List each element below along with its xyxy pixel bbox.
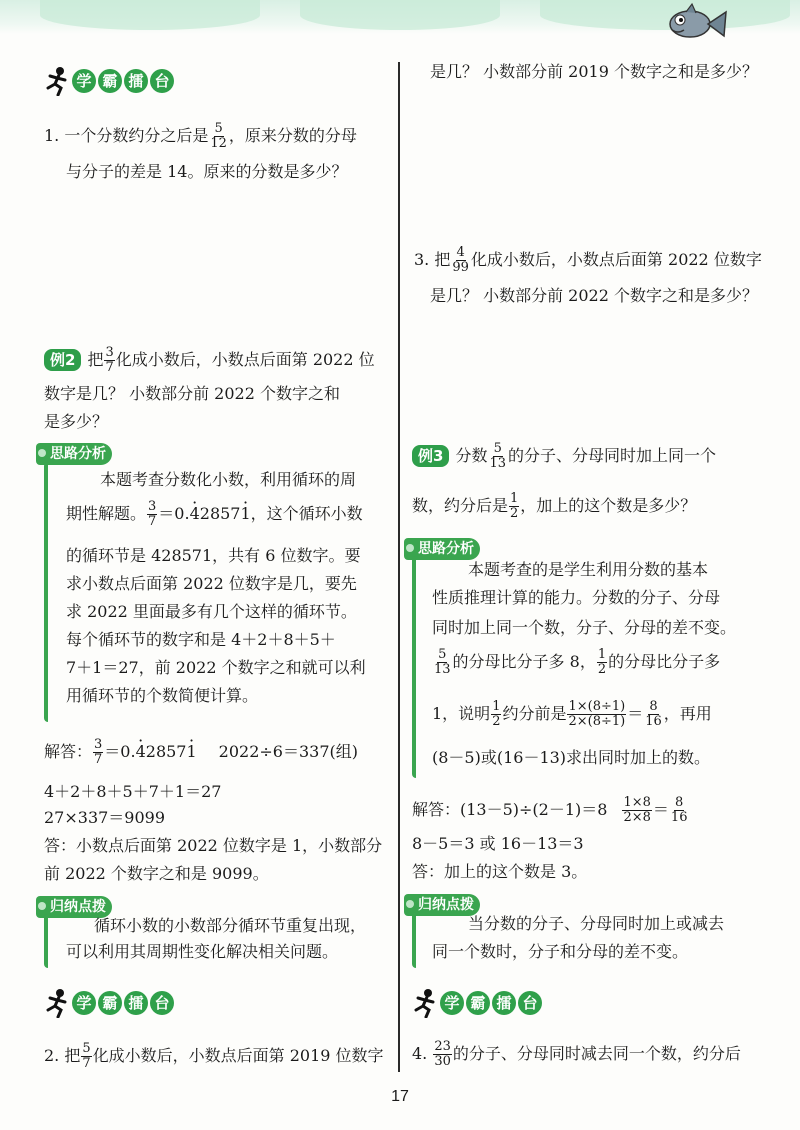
frac-denominator: 16 — [645, 714, 662, 729]
question-1-line2: 与分子的差是 14。原来的分数是多少？ — [66, 162, 348, 181]
analysis-line — [66, 500, 363, 529]
summary-tag-label: 归纳点拨 — [404, 894, 480, 916]
answer-line: 4＋2＋8＋5＋7＋1＝27 — [44, 782, 222, 801]
frac-numerator: 4 — [456, 245, 465, 260]
question-text: 把 — [64, 1046, 81, 1065]
example-2-line3: 是多少？ — [44, 412, 109, 431]
analysis-text: 期性解题。 — [66, 504, 147, 523]
summary-line: 循环小数的小数部分循环节重复出现， — [94, 916, 367, 935]
answer-text: 解答： — [44, 742, 93, 761]
analysis-line: 本题考查分数化小数，利用循环的周 — [100, 470, 357, 489]
frac-denominator: 30 — [434, 1054, 451, 1069]
analysis-text: ，再用 — [663, 704, 712, 723]
example-text: 分数 — [455, 446, 488, 465]
analysis-text: 的分母比分子多 — [608, 652, 721, 671]
question-text: 把 — [434, 250, 451, 269]
analysis-text: ，这个循环小数 — [250, 504, 363, 523]
answer-line — [44, 738, 358, 767]
question-3-line2: 是几？ 小数部分前 2022 个数字之和是多少？ — [430, 286, 758, 305]
banner-char: 台 — [150, 991, 174, 1015]
analysis-line — [432, 648, 720, 677]
column-divider — [398, 62, 400, 1072]
example-badge: 例3 — [412, 445, 449, 467]
question-1-line1 — [44, 122, 357, 151]
analysis-text: ＝ — [627, 704, 644, 723]
frac-denominator: 7 — [94, 752, 103, 767]
question-2-line1 — [44, 1042, 384, 1071]
banner-char: 学 — [72, 991, 96, 1015]
frac-denominator: 13 — [434, 662, 451, 677]
fraction — [491, 700, 501, 729]
decor-wave — [40, 0, 260, 30]
frac-denominator: 2 — [597, 662, 607, 677]
xueba-banner — [44, 66, 174, 96]
example-2-line1 — [44, 346, 375, 375]
fish-illustration — [660, 2, 730, 44]
frac-numerator: 3 — [94, 737, 103, 752]
frac-numerator: 5 — [438, 647, 447, 662]
example-text: 把 — [87, 350, 104, 369]
fraction — [209, 122, 228, 151]
repeating-digit: 1 · — [186, 742, 196, 761]
analysis-tag-label: 思路分析 — [36, 443, 112, 465]
analysis-line: 求小数点后面第 2022 位数字是几，要先 — [66, 574, 357, 593]
example-text: 的分子、分母同时加上同一个 — [508, 446, 717, 465]
frac-numerator: 5 — [493, 441, 502, 456]
page-number: 17 — [391, 1088, 409, 1105]
banner-char: 霸 — [98, 991, 122, 1015]
frac-numerator: 8 — [649, 699, 658, 714]
analysis-tag-label: 思路分析 — [404, 538, 480, 560]
question-number: 2. — [44, 1046, 60, 1065]
analysis-line: 求 2022 里面最多有几个这样的循环节。 — [66, 602, 357, 621]
frac-numerator: 8 — [675, 795, 684, 810]
question-text: ，原来分数的分母 — [228, 126, 357, 145]
repeating-digit: 4 · — [136, 742, 146, 761]
fraction — [93, 738, 103, 767]
frac-denominator: 12 — [210, 136, 227, 151]
frac-denominator: 13 — [489, 456, 506, 471]
banner-char: 擂 — [124, 69, 148, 93]
frac-denominator: 2×8 — [623, 810, 651, 825]
analysis-line: 用循环节的个数简便计算。 — [66, 686, 259, 705]
question-text: 一个分数约分之后是 — [64, 126, 209, 145]
frac-denominator: 16 — [670, 810, 688, 825]
banner-char: 学 — [440, 991, 464, 1015]
analysis-line: 7＋1＝27，前 2022 个数字之和就可以利 — [66, 658, 366, 677]
repeating-digit: 4 · — [190, 504, 200, 523]
fraction — [567, 700, 626, 729]
answer-text: 2857 — [145, 742, 187, 761]
repeating-digit: 1 · — [240, 504, 250, 523]
fraction — [81, 1042, 91, 1071]
frac-numerator: 1 — [492, 699, 501, 714]
question-4-line1 — [412, 1040, 741, 1069]
fraction — [104, 346, 114, 375]
frac-denominator: 2 — [510, 506, 519, 521]
analysis-line — [432, 700, 712, 729]
banner-char: 台 — [518, 991, 542, 1015]
question-number: 1. — [44, 126, 60, 145]
example-text: 数，约分后是 — [412, 496, 509, 515]
answer-line: 前 2022 个数字之和是 9099。 — [44, 864, 269, 883]
question-3-line1 — [414, 246, 762, 275]
summary-line: 同一个数时，分子和分母的差不变。 — [432, 942, 689, 961]
analysis-text: ＝0. — [158, 504, 190, 523]
example-2-line2: 数字是几？ 小数部分前 2022 个数字之和 — [44, 384, 340, 403]
answer-line: 8－5＝3 或 16－13＝3 — [412, 834, 584, 853]
answer-line: 27×337＝9099 — [44, 808, 166, 827]
frac-numerator: 3 — [105, 345, 114, 360]
analysis-text: 的分母比分子多 8， — [452, 652, 596, 671]
fraction — [644, 700, 663, 729]
frac-numerator: 5 — [82, 1041, 91, 1056]
frac-numerator: 1×(8÷1) — [568, 699, 626, 714]
fraction — [622, 796, 651, 825]
frac-numerator: 3 — [148, 499, 157, 514]
fraction — [433, 1040, 452, 1069]
question-number: 3. — [414, 250, 430, 269]
summary-line: 可以利用其周期性变化解决相关问题。 — [66, 942, 339, 961]
question-text: 化成小数后，小数点后面第 2019 位数字 — [92, 1046, 384, 1065]
frac-numerator: 1 — [597, 647, 607, 662]
frac-numerator: 1 — [510, 491, 519, 506]
example-3-line1 — [412, 442, 716, 471]
analysis-line: 同时加上同一个数，分子、分母的差不变。 — [432, 618, 737, 637]
fraction — [488, 442, 507, 471]
answer-text: ＝0. — [104, 742, 136, 761]
frac-denominator: 2 — [492, 714, 501, 729]
answer-line — [412, 796, 689, 825]
banner-char: 霸 — [98, 69, 122, 93]
summary-line: 当分数的分子、分母同时加上或减去 — [468, 914, 725, 933]
banner-char: 台 — [150, 69, 174, 93]
xueba-banner — [412, 988, 542, 1018]
frac-denominator: 2×(8÷1) — [568, 714, 626, 729]
example-text: ，加上的这个数是多少？ — [520, 496, 697, 515]
frac-denominator: 7 — [82, 1056, 91, 1071]
fraction — [433, 648, 452, 677]
question-text: 化成小数后，小数点后面第 2022 位数字 — [470, 250, 762, 269]
answer-text: 解答：(13－5)÷(2－1)＝8 — [412, 800, 608, 819]
fraction — [670, 796, 689, 825]
runner-icon — [412, 988, 438, 1018]
frac-denominator: 99 — [452, 260, 469, 275]
runner-icon — [44, 988, 70, 1018]
frac-numerator: 5 — [214, 121, 223, 136]
question-text: 的分子、分母同时减去同一个数，约分后 — [452, 1044, 741, 1063]
example-3-line2 — [412, 492, 696, 521]
summary-tag-label: 归纳点拨 — [36, 896, 112, 918]
runner-icon — [44, 66, 70, 96]
analysis-line: 的循环节是 428571，共有 6 位数字。要 — [66, 546, 361, 565]
answer-line: 答：小数点后面第 2022 位数字是 1，小数部分 — [44, 836, 383, 855]
analysis-line: 性质推理计算的能力。分数的分子、分母 — [432, 588, 721, 607]
banner-char: 霸 — [466, 991, 490, 1015]
xueba-banner — [44, 988, 174, 1018]
frac-numerator: 23 — [434, 1039, 451, 1054]
banner-char: 擂 — [124, 991, 148, 1015]
fraction — [597, 648, 607, 677]
decor-wave — [300, 0, 500, 30]
example-text: 化成小数后，小数点后面第 2022 位 — [115, 350, 375, 369]
fraction — [509, 492, 519, 521]
frac-denominator: 7 — [148, 514, 157, 529]
analysis-text: 1，说明 — [432, 704, 491, 723]
answer-text: ＝ — [652, 800, 669, 819]
answer-line: 答：加上的这个数是 3。 — [412, 862, 588, 881]
example-badge: 例2 — [44, 349, 81, 371]
analysis-line: 本题考查的是学生利用分数的基本 — [468, 560, 709, 579]
frac-numerator: 1×8 — [623, 795, 651, 810]
fraction — [147, 500, 157, 529]
analysis-text: 2857 — [199, 504, 241, 523]
analysis-line: 每个循环节的数字和是 4＋2＋8＋5＋ — [66, 630, 336, 649]
analysis-text: 约分前是 — [502, 704, 567, 723]
question-2-line2: 是几？ 小数部分前 2019 个数字之和是多少？ — [430, 62, 758, 81]
banner-char: 擂 — [492, 991, 516, 1015]
question-number: 4. — [412, 1044, 428, 1063]
analysis-line: (8－5)或(16－13)求出同时加上的数。 — [432, 748, 711, 767]
fraction — [451, 246, 470, 275]
frac-denominator: 7 — [105, 360, 114, 375]
answer-text: 2022÷6＝337(组) — [218, 742, 359, 761]
banner-char: 学 — [72, 69, 96, 93]
